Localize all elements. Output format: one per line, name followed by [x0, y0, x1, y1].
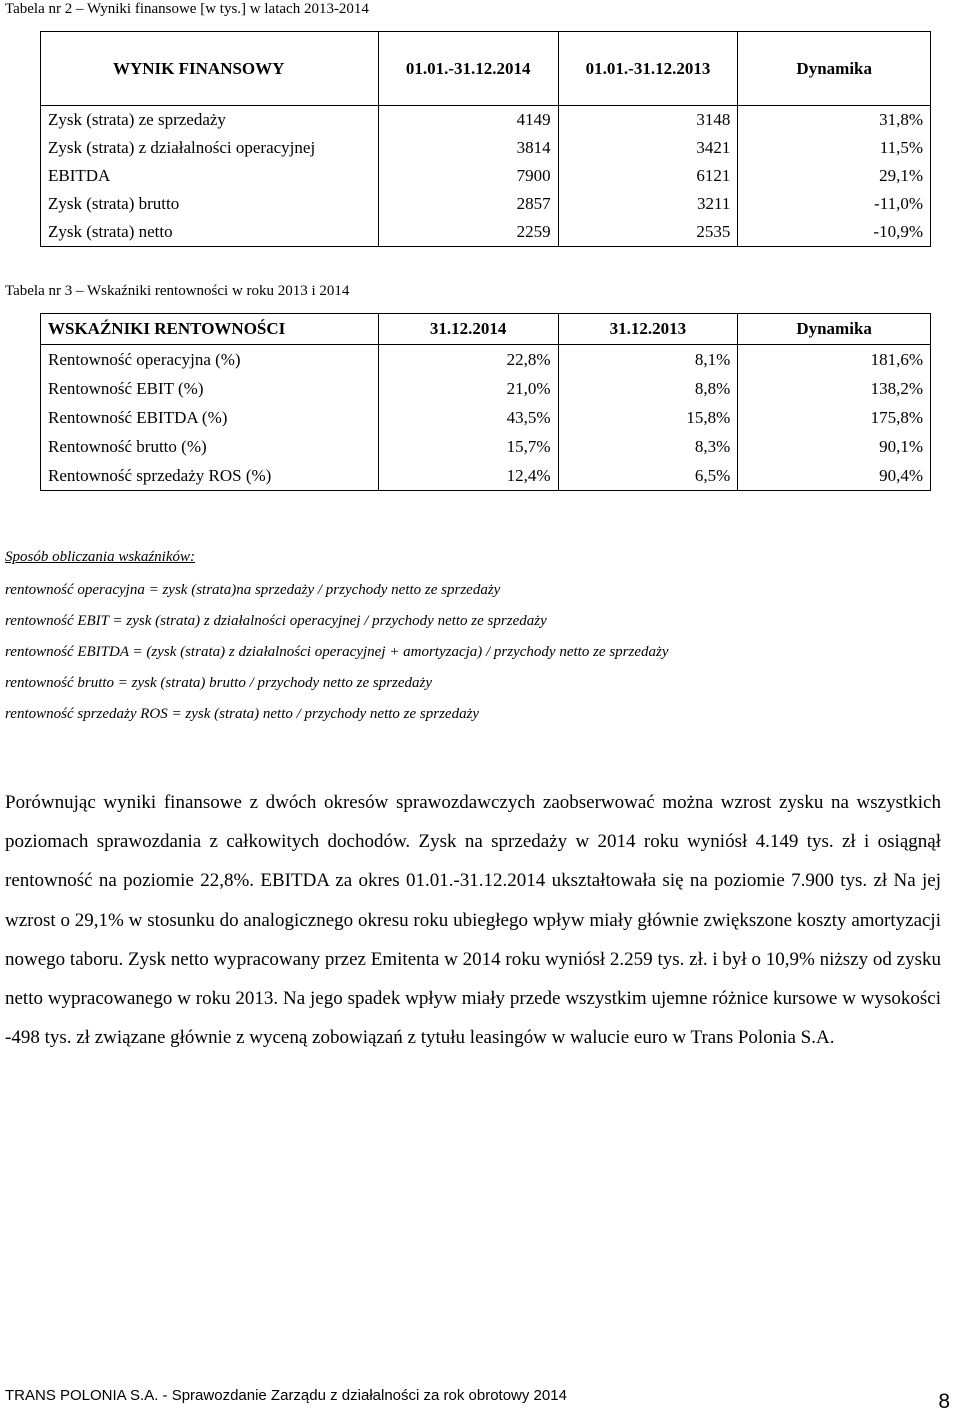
table-row [41, 190, 931, 218]
row-label: Rentowność sprzedaży ROS (%) [41, 461, 379, 491]
column-header: 01.01.-31.12.2013 [558, 32, 738, 106]
column-header: Dynamika [738, 314, 931, 345]
row-label: Rentowność EBIT (%) [41, 374, 379, 403]
value-2013: 2535 [558, 218, 738, 247]
column-header: WSKAŹNIKI RENTOWNOŚCI [41, 314, 379, 345]
row-label: Rentowność brutto (%) [41, 432, 379, 461]
column-header: 31.12.2013 [558, 314, 738, 345]
table-row [41, 218, 931, 247]
dynamics-value: 31,8% [738, 106, 931, 135]
dynamics-value: 138,2% [738, 374, 931, 403]
value-2014: 43,5% [378, 403, 558, 432]
table2-caption: Tabela nr 3 – Wskaźniki rentowności w roku 2013 i 2014 [5, 283, 350, 299]
table-row [41, 403, 931, 432]
table-row [41, 345, 931, 375]
value-2014: 4149 [378, 106, 558, 135]
table-row [41, 432, 931, 461]
table-row [41, 162, 931, 190]
column-header: 01.01.-31.12.2014 [378, 32, 558, 106]
table-row [41, 134, 931, 162]
column-header: Dynamika [738, 32, 931, 106]
table-row [41, 106, 931, 135]
formula-line: rentowność sprzedaży ROS = zysk (strata) netto / przychody netto ze sprzedaży [5, 706, 480, 722]
value-2014: 22,8% [378, 345, 558, 375]
row-label: EBITDA [41, 162, 379, 190]
value-2014: 3814 [378, 134, 558, 162]
column-header: WYNIK FINANSOWY [41, 32, 379, 106]
value-2014: 7900 [378, 162, 558, 190]
dynamics-value: 11,5% [738, 134, 931, 162]
value-2013: 8,3% [558, 432, 738, 461]
page-number: 8 [938, 1390, 950, 1413]
dynamics-value: -10,9% [738, 218, 931, 247]
dynamics-value: 90,4% [738, 461, 931, 491]
page-footer [5, 1387, 950, 1415]
value-2014: 15,7% [378, 432, 558, 461]
table-row [41, 374, 931, 403]
value-2013: 15,8% [558, 403, 738, 432]
dynamics-value: 175,8% [738, 403, 931, 432]
table1-caption: Tabela nr 2 – Wyniki finansowe [w tys.] w latach 2013-2014 [5, 1, 369, 17]
table-header-row [41, 32, 931, 106]
dynamics-value: 181,6% [738, 345, 931, 375]
value-2013: 3211 [558, 190, 738, 218]
value-2013: 6121 [558, 162, 738, 190]
row-label: Zysk (strata) brutto [41, 190, 379, 218]
table-header-row [41, 314, 931, 345]
formula-line: rentowność EBIT = zysk (strata) z działalności operacyjnej / przychody netto ze sprzedaży [5, 613, 547, 629]
ratio-formulas-section [5, 549, 955, 737]
table-row [41, 461, 931, 491]
value-2014: 2259 [378, 218, 558, 247]
profitability-ratios-table [40, 313, 931, 491]
row-label: Rentowność EBITDA (%) [41, 403, 379, 432]
value-2014: 12,4% [378, 461, 558, 491]
row-label: Zysk (strata) ze sprzedaży [41, 106, 379, 135]
value-2013: 3421 [558, 134, 738, 162]
value-2013: 3148 [558, 106, 738, 135]
dynamics-value: 29,1% [738, 162, 931, 190]
value-2013: 8,1% [558, 345, 738, 375]
financial-results-table [40, 31, 931, 247]
dynamics-value: -11,0% [738, 190, 931, 218]
value-2013: 6,5% [558, 461, 738, 491]
column-header: 31.12.2014 [378, 314, 558, 345]
formula-line: rentowność EBITDA = (zysk (strata) z działalności operacyjnej + amortyzacja) / przychody netto ze sprzedaży [5, 644, 669, 660]
row-label: Zysk (strata) netto [41, 218, 379, 247]
footer-text: TRANS POLONIA S.A. - Sprawozdanie Zarządu z działalności za rok obrotowy 2014 [5, 1387, 567, 1404]
formulas-title: Sposób obliczania wskaźników: [5, 549, 195, 565]
formula-line: rentowność brutto = zysk (strata) brutto / przychody netto ze sprzedaży [5, 675, 433, 691]
analysis-paragraph: Porównując wyniki finansowe z dwóch okresów sprawozdawczych zaobserwować można wzrost zysku na wszystkich poziomach sprawozdania z całkowitych dochodów. Zysk na sprzedaży w 2014 roku wyniósł 4.149 tys. zł i osiągnął rentowność na poziomie 22,8%. EBITDA za okres 01.01.-31.12.2014 ukształtowała się na poziomie 7.900 tys. zł Na jej wzrost o 29,1% w stosunku do analogicznego okresu roku ubiegłego wpływ miały głównie zwiększone koszty amortyzacji nowego taboru. Zysk netto wypracowany przez Emitenta w 2014 roku wyniósł 2.259 tys. zł. i był o 10,9% niższy od zysku netto wypracowanego w roku 2013. Na jego spadek wpływ miały przede wszystkim ujemne różnice kursowe w wysokości -498 tys. zł związane głównie z wyceną zobowiązań z tytułu leasingów w walucie euro w Trans Polonia S.A. [5, 792, 941, 1049]
value-2014: 2857 [378, 190, 558, 218]
row-label: Rentowność operacyjna (%) [41, 345, 379, 375]
dynamics-value: 90,1% [738, 432, 931, 461]
formula-line: rentowność operacyjna = zysk (strata)na sprzedaży / przychody netto ze sprzedaży [5, 582, 501, 598]
value-2013: 8,8% [558, 374, 738, 403]
value-2014: 21,0% [378, 374, 558, 403]
row-label: Zysk (strata) z działalności operacyjnej [41, 134, 379, 162]
